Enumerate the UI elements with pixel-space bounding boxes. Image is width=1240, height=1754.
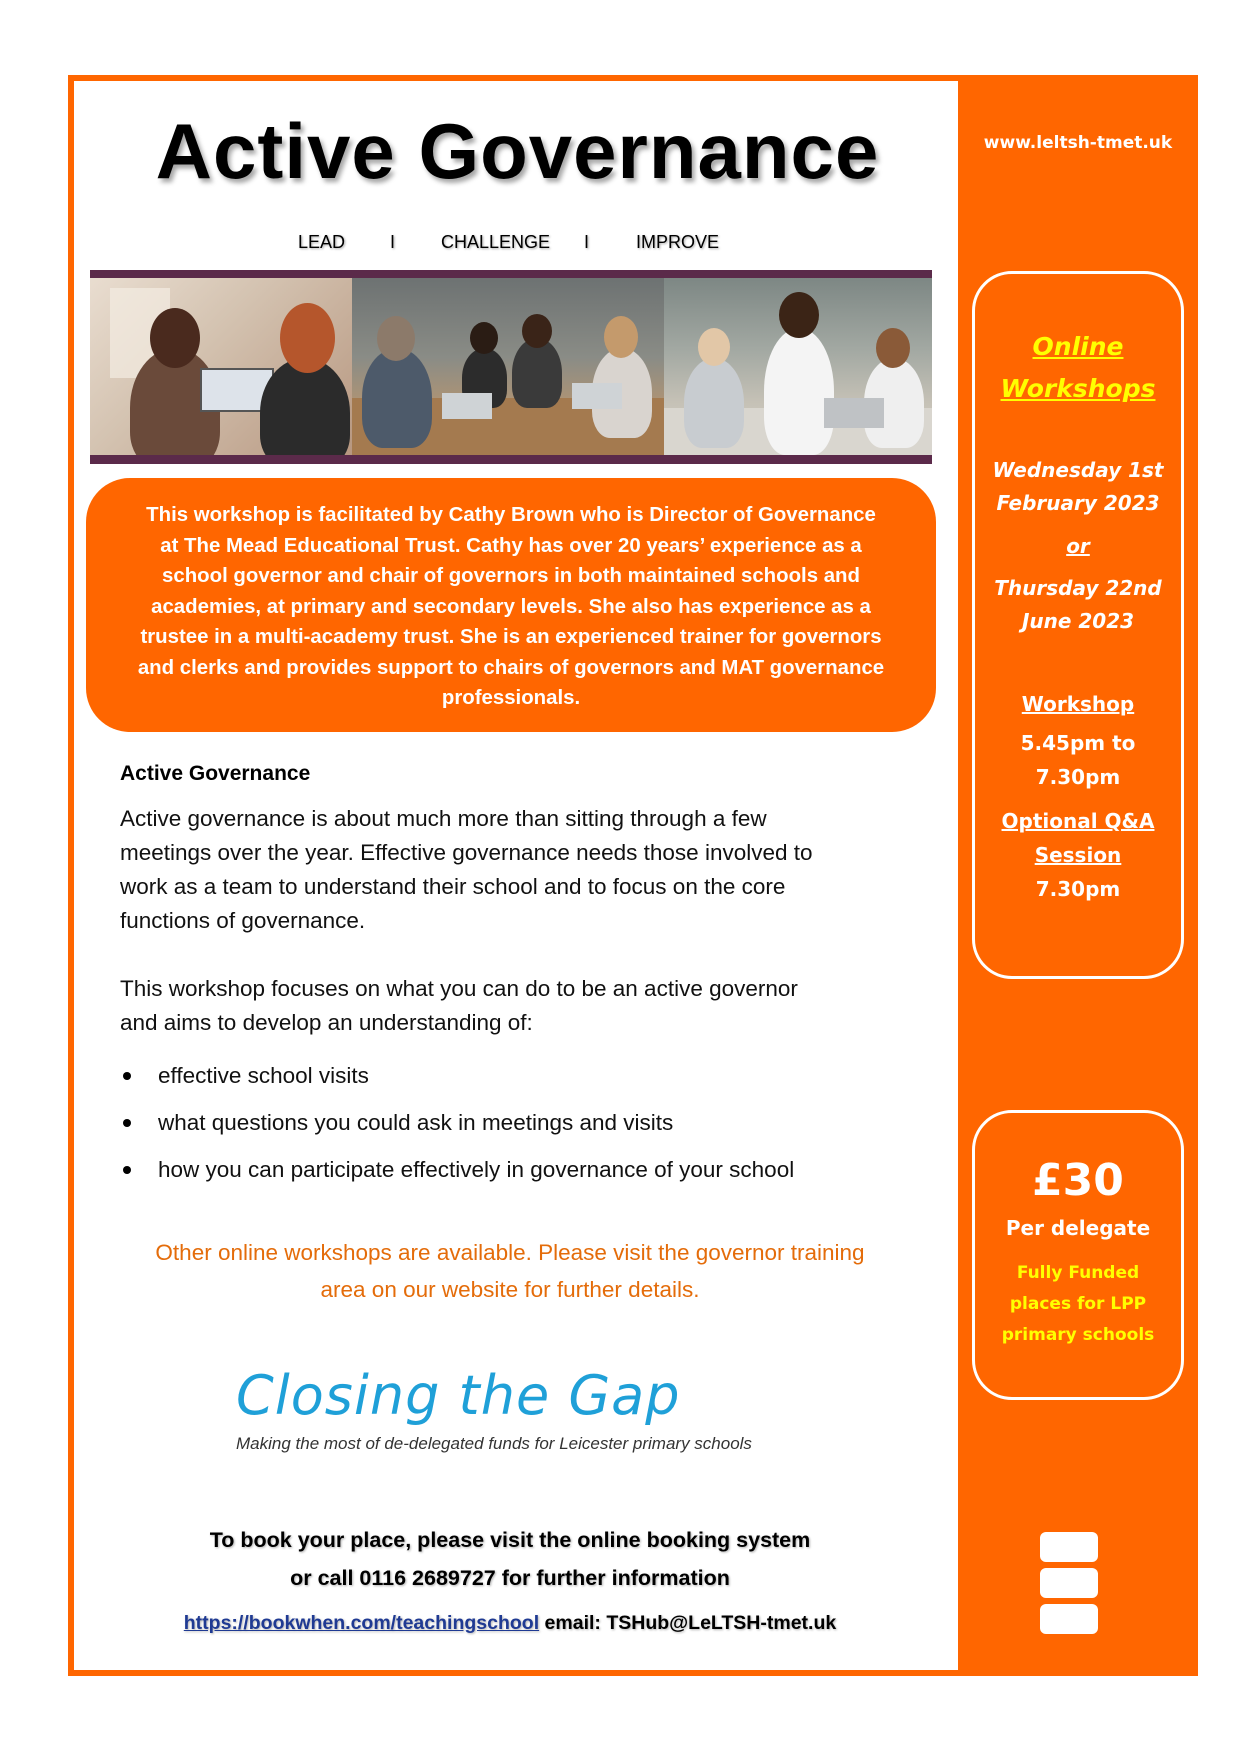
tagline-challenge: CHALLENGE [441, 232, 551, 252]
date1-line2: February 2023 [996, 491, 1160, 515]
bio-line: trustee in a multi-academy trust. She is an experienced trainer for governors [140, 626, 882, 648]
dates-block [975, 454, 1181, 638]
closing-the-gap-logo: Closing the Gap [236, 1364, 681, 1427]
paragraph-line: meetings over the year. Effective governance needs those involved to [120, 840, 813, 865]
list-item-text: what questions you could ask in meetings and visits [158, 1110, 674, 1135]
list-item [120, 1146, 920, 1193]
bio-line: professionals. [441, 687, 581, 709]
tagline-separator-1: I [390, 232, 396, 252]
booking-link[interactable]: https://bookwhen.com/teachingschool [183, 1612, 540, 1634]
funded-note [975, 1258, 1181, 1351]
funded-line3: primary schools [1001, 1325, 1155, 1345]
funded-line2: places for LPP [1009, 1294, 1147, 1314]
per-delegate-label: Per delegate [1005, 1216, 1151, 1240]
list-item [120, 1099, 920, 1146]
paragraph-line: This workshop focuses on what you can do to be an active governor [120, 976, 798, 1001]
note-line: area on our website for further details. [320, 1277, 700, 1302]
banner-photo-laptop-meeting [90, 278, 352, 455]
contact-line [110, 1612, 910, 1635]
bio-line: at The Mead Educational Trust. Cathy has over 20 years’ experience as a [160, 534, 862, 557]
bio-line: and clerks and provides support to chairs of governors and MAT governance [137, 656, 885, 679]
bullet-icon [123, 1166, 131, 1174]
price-box [972, 1110, 1184, 1400]
workshop-time-line2: 7.30pm [1035, 765, 1121, 789]
workshop-time-line1: 5.45pm to [1020, 731, 1136, 755]
intro-paragraph [120, 802, 910, 938]
learning-outcomes-list [120, 1052, 920, 1193]
list-item-text: effective school visits [158, 1063, 369, 1088]
schedule-box [972, 271, 1184, 979]
workshop-time [975, 726, 1181, 794]
list-item [120, 1052, 920, 1099]
optional-time: 7.30pm [1035, 877, 1121, 901]
facilitator-bio [104, 500, 918, 714]
price: £30 [1032, 1155, 1124, 1206]
banner-photo-team-discussion [664, 278, 932, 455]
section-heading: Active Governance [120, 762, 311, 785]
booking-instruction: To book your place, please visit the online booking system [209, 1528, 811, 1552]
closing-the-gap-subtitle: Making the most of de-delegated funds for Leicester primary schools [236, 1434, 752, 1453]
date1-line1: Wednesday 1st [992, 458, 1164, 482]
funded-line1: Fully Funded [1016, 1263, 1140, 1283]
optional-line1: Optional Q&A [1001, 809, 1155, 833]
other-workshops-note [110, 1234, 910, 1308]
paragraph-line: work as a team to understand their school and to focus on the core [120, 874, 786, 899]
banner-photo-boardroom [352, 278, 664, 455]
optional-qa-label [975, 804, 1181, 872]
online-heading-line1: Online [1032, 332, 1124, 361]
online-workshops-heading [975, 326, 1181, 410]
paragraph-line: functions of governance. [120, 908, 366, 933]
optional-line2: Session [1034, 843, 1122, 867]
paragraph-line: Active governance is about much more than sitting through a few [120, 806, 767, 831]
trust-logo-icon [1040, 1532, 1098, 1634]
note-line: Other online workshops are available. Please visit the governor training [155, 1240, 865, 1265]
list-item-text: how you can participate effectively in governance of your school [158, 1157, 795, 1182]
page-title: Active Governance [155, 107, 880, 195]
bio-line: This workshop is facilitated by Cathy Brown who is Director of Governance [146, 504, 876, 526]
bullet-icon [123, 1072, 131, 1080]
sidebar [958, 75, 1198, 1676]
date2-line2: June 2023 [1021, 609, 1135, 633]
website-url[interactable]: www.leltsh-tmet.uk [983, 133, 1173, 153]
booking-phone: or call 0116 2689727 for further information [290, 1566, 730, 1590]
tagline-improve: IMPROVE [636, 232, 720, 252]
tagline-lead: LEAD [298, 232, 346, 252]
tagline-separator-2: I [584, 232, 590, 252]
date2-line1: Thursday 22nd [994, 576, 1162, 600]
or-separator: or [1066, 534, 1090, 558]
photo-banner [90, 270, 932, 464]
focus-paragraph [120, 972, 910, 1040]
bullet-icon [123, 1119, 131, 1127]
workshop-label: Workshop [1021, 692, 1135, 716]
contact-email: email: TSHub@LeLTSH-tmet.uk [544, 1612, 837, 1634]
bio-line: academies, at primary and secondary levels. She also has experience as a [151, 595, 871, 618]
online-heading-line2: Workshops [1000, 374, 1156, 403]
bio-line: school governor and chair of governors in both maintained schools and [162, 565, 860, 587]
paragraph-line: and aims to develop an understanding of: [120, 1010, 533, 1035]
facilitator-bio-box [86, 478, 936, 732]
